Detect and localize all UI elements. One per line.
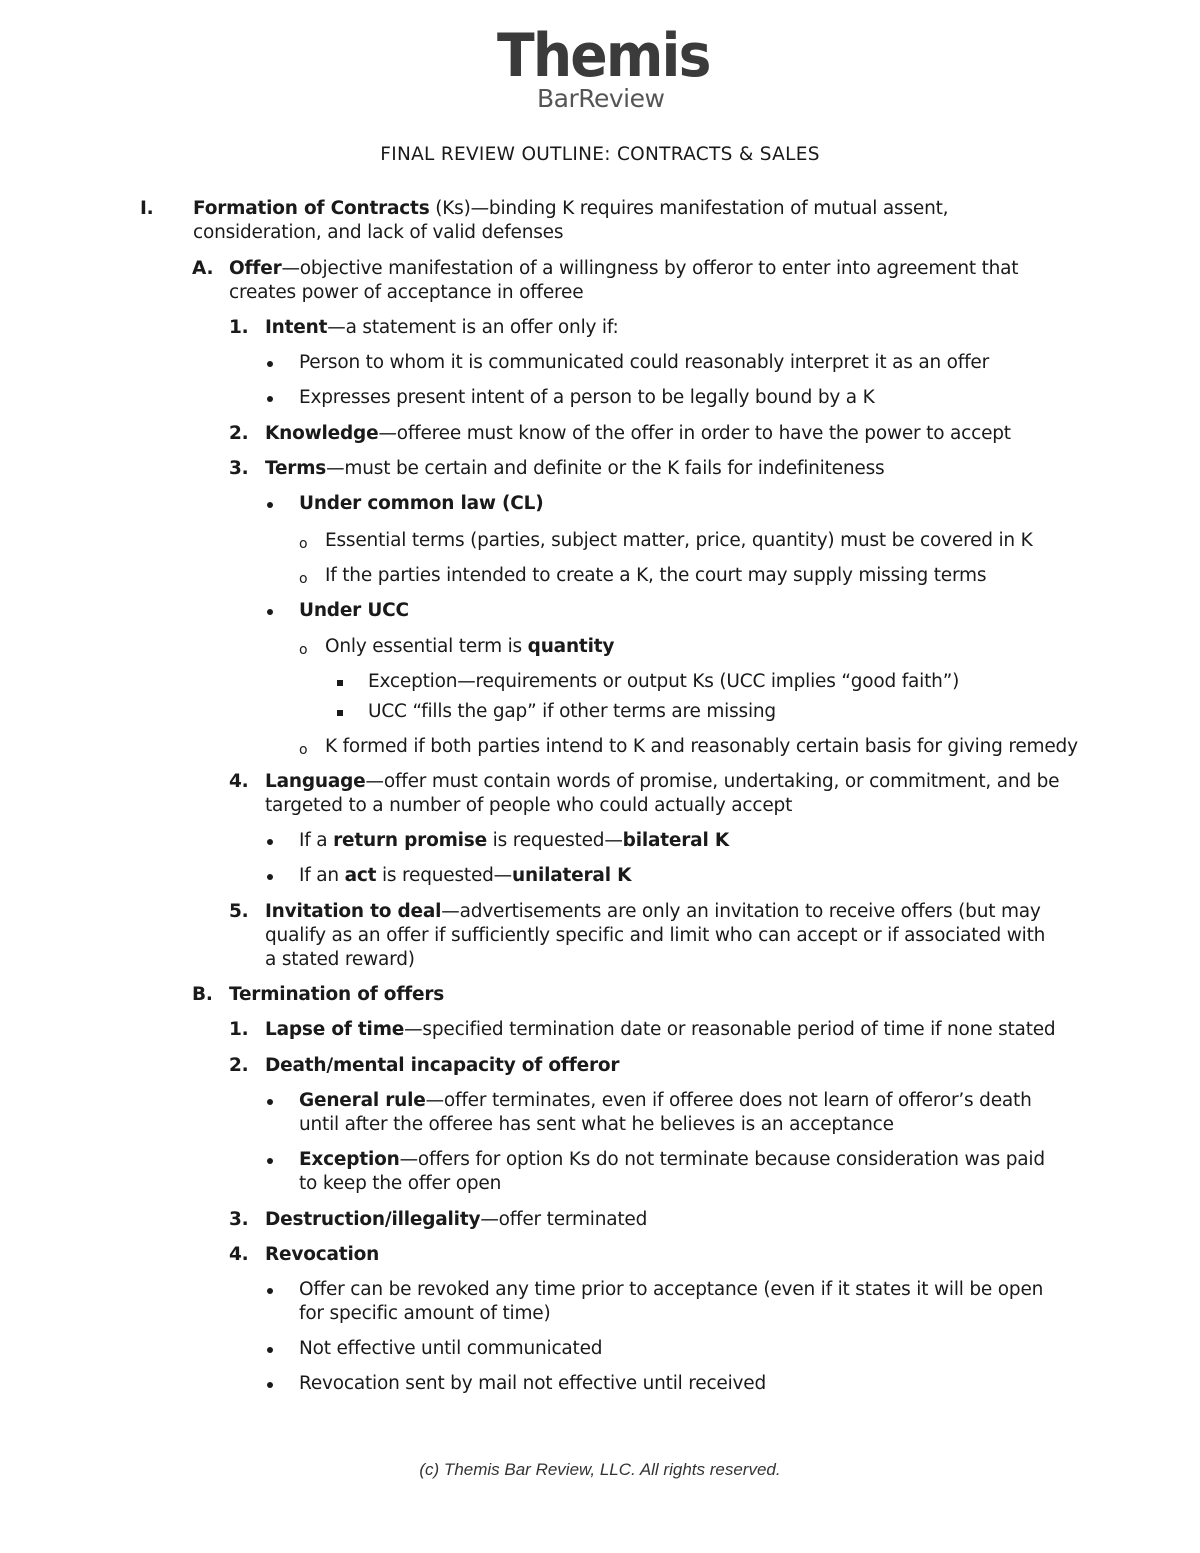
item-a3a2-text: If the parties intended to create a K, the court may supply missing terms xyxy=(325,565,987,586)
item-a5 xyxy=(229,900,1060,972)
item-a4-marker: 4. xyxy=(229,771,249,792)
item-a5-heading: Invitation to deal xyxy=(265,901,442,922)
item-a3 xyxy=(229,457,1065,481)
circle-bullet-icon: o xyxy=(299,642,308,658)
item-b2b-heading: Exception xyxy=(299,1149,400,1170)
item-b1-marker: 1. xyxy=(229,1019,249,1040)
item-a1-text: —a statement is an offer only if: xyxy=(327,317,619,338)
item-b1-text: —specified termination date or reasonable period of time if none stated xyxy=(404,1019,1056,1040)
list-item xyxy=(299,864,1069,888)
list-item xyxy=(299,1148,1059,1196)
list-item xyxy=(299,599,1069,623)
item-b4c-text: Revocation sent by mail not effective until received xyxy=(299,1373,767,1394)
circle-bullet-icon: o xyxy=(299,536,308,552)
list-item xyxy=(299,564,1070,588)
list-item xyxy=(299,386,1069,410)
section-i-marker: I. xyxy=(140,198,154,219)
item-a5-text: —advertisements are only an invitation to receive offers (but may qualify as an offer if sufficiently specific and limit who can accept or if associated with a stated reward) xyxy=(265,901,1046,970)
item-a3b1-text: Only essential term is xyxy=(325,636,528,657)
list-item xyxy=(299,492,1069,516)
item-a3a-text: Under common law (CL) xyxy=(299,493,544,514)
bullet-icon xyxy=(267,1288,273,1294)
item-a2-text: —offeree must know of the offer in order to have the power to accept xyxy=(378,423,1011,444)
item-a5-marker: 5. xyxy=(229,901,249,922)
list-item xyxy=(299,1089,1059,1137)
item-a4-text: —offer must contain words of promise, undertaking, or commitment, and be targeted to a number of people who could actually accept xyxy=(265,771,1060,816)
item-b4 xyxy=(229,1243,1065,1267)
item-a4a-text-2: is requested— xyxy=(486,830,623,851)
bullet-icon xyxy=(267,874,273,880)
bullet-icon xyxy=(267,609,273,615)
list-item xyxy=(299,735,1085,759)
item-b xyxy=(192,983,1064,1007)
item-a3b1b-text: UCC “fills the gap” if other terms are missing xyxy=(368,701,776,722)
item-b3-heading: Destruction/illegality xyxy=(265,1209,481,1230)
section-i-text: (Ks)—binding K requires manifestation of mutual assent, consideration, and lack of valid defenses xyxy=(193,198,949,243)
list-item xyxy=(299,351,1069,375)
item-a-heading: Offer xyxy=(229,258,282,279)
bullet-icon xyxy=(267,839,273,845)
item-b-heading: Termination of offers xyxy=(229,984,445,1005)
logo-main-text: Themis xyxy=(497,21,710,91)
bullet-icon xyxy=(267,1347,273,1353)
copyright-footer: (c) Themis Bar Review, LLC. All rights reserved. xyxy=(419,1460,781,1479)
item-a4 xyxy=(229,770,1060,818)
item-a2-heading: Knowledge xyxy=(265,423,379,444)
item-a4a-text-1: If a xyxy=(299,830,334,851)
item-b2-marker: 2. xyxy=(229,1055,249,1076)
item-a3b1-bold: quantity xyxy=(527,636,615,657)
item-a-marker: A. xyxy=(192,258,214,279)
item-b2b-text: —offers for option Ks do not terminate because consideration was paid to keep the offer open xyxy=(299,1149,1045,1194)
item-b4-heading: Revocation xyxy=(265,1244,380,1265)
item-a2 xyxy=(229,422,1065,446)
item-b-marker: B. xyxy=(192,984,213,1005)
item-a-text: —objective manifestation of a willingness by offeror to enter into agreement that creates power of acceptance in offeree xyxy=(229,258,1019,303)
list-item xyxy=(299,1337,1059,1361)
list-item xyxy=(299,635,1070,659)
square-bullet-icon xyxy=(337,680,343,686)
themis-logo xyxy=(497,21,717,113)
bullet-icon xyxy=(267,1158,273,1164)
list-item xyxy=(299,1372,1059,1396)
item-b3-text: —offer terminated xyxy=(480,1209,648,1230)
item-a3b2-text: K formed if both parties intend to K and reasonably certain basis for giving remedy xyxy=(325,736,1078,757)
item-b4a-text: Offer can be revoked any time prior to acceptance (even if it states it will be open for specific amount of time) xyxy=(299,1279,1044,1324)
item-a3a1-text: Essential terms (parties, subject matter, price, quantity) must be covered in K xyxy=(325,530,1033,551)
item-a4a-bold-2: bilateral K xyxy=(622,830,729,851)
item-a3b-text: Under UCC xyxy=(299,600,409,621)
item-a3-text: —must be certain and definite or the K fails for indefiniteness xyxy=(326,458,885,479)
item-b4-marker: 4. xyxy=(229,1244,249,1265)
item-a4b-bold-1: act xyxy=(344,865,377,886)
document-title: FINAL REVIEW OUTLINE: CONTRACTS & SALES xyxy=(380,144,820,165)
item-a1b-text: Expresses present intent of a person to be legally bound by a K xyxy=(299,387,875,408)
square-bullet-icon xyxy=(337,710,343,716)
list-item xyxy=(299,829,1069,853)
item-b2-heading: Death/mental incapacity of offeror xyxy=(265,1055,620,1076)
item-a2-marker: 2. xyxy=(229,423,249,444)
item-b4b-text: Not effective until communicated xyxy=(299,1338,603,1359)
item-a4b-text-2: is requested— xyxy=(376,865,512,886)
item-b3 xyxy=(229,1208,1065,1232)
bullet-icon xyxy=(267,1382,273,1388)
circle-bullet-icon: o xyxy=(299,571,308,587)
logo-sub-text: BarReview xyxy=(537,84,665,113)
list-item xyxy=(368,700,1068,724)
item-a4b-text-1: If an xyxy=(299,865,345,886)
item-a1-heading: Intent xyxy=(265,317,328,338)
list-item xyxy=(299,1278,1059,1326)
bullet-icon xyxy=(267,361,273,367)
item-a xyxy=(192,257,1064,305)
item-b3-marker: 3. xyxy=(229,1209,249,1230)
section-i xyxy=(140,197,1063,245)
item-b1-heading: Lapse of time xyxy=(265,1019,405,1040)
item-a3-heading: Terms xyxy=(265,458,327,479)
item-a4-heading: Language xyxy=(265,771,366,792)
section-i-heading: Formation of Contracts xyxy=(193,198,430,219)
bullet-icon xyxy=(267,1099,273,1105)
item-a3b1a-text: Exception—requirements or output Ks (UCC implies “good faith”) xyxy=(368,671,960,692)
bullet-icon xyxy=(267,396,273,402)
item-a4a-bold-1: return promise xyxy=(333,830,487,851)
item-a4b-bold-2: unilateral K xyxy=(512,865,632,886)
bullet-icon xyxy=(267,502,273,508)
list-item xyxy=(368,670,1068,694)
item-a1a-text: Person to whom it is communicated could reasonably interpret it as an offer xyxy=(299,352,989,373)
item-a1-marker: 1. xyxy=(229,317,249,338)
list-item xyxy=(299,529,1070,553)
item-a1 xyxy=(229,316,1065,340)
item-b1 xyxy=(229,1018,1065,1042)
item-a3-marker: 3. xyxy=(229,458,249,479)
circle-bullet-icon: o xyxy=(299,742,308,758)
item-b2 xyxy=(229,1054,1065,1078)
item-b2a-text: —offer terminates, even if offeree does not learn of offeror’s death until after the offeree has sent what he believes is an acceptance xyxy=(299,1090,1032,1135)
item-b2a-heading: General rule xyxy=(299,1090,426,1111)
